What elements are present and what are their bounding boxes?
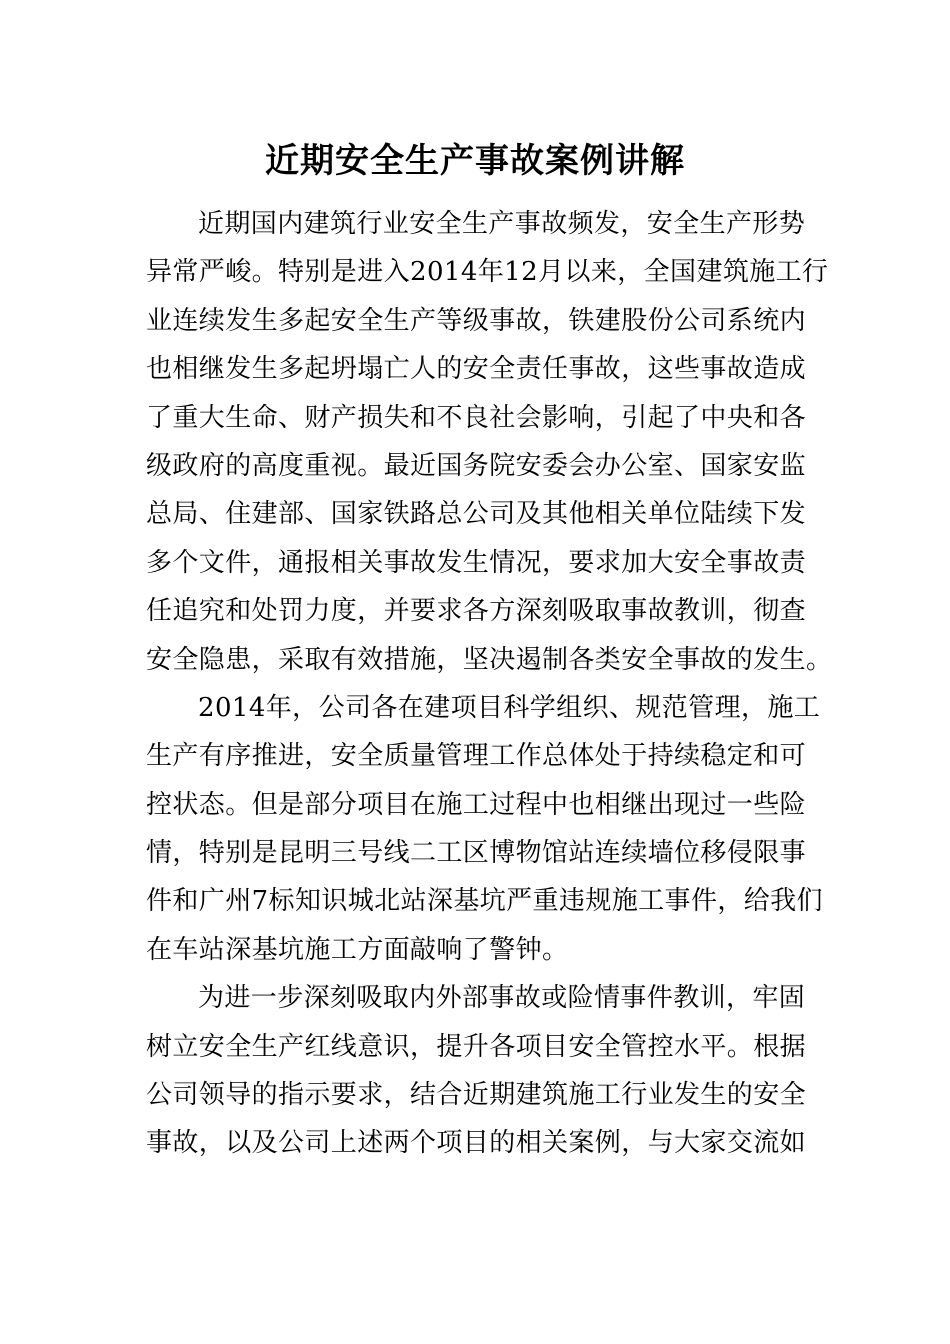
- paragraph-line: 树立安全生产红线意识，提升各项目安全管控水平。根据: [146, 1031, 807, 1062]
- paragraph-2: [146, 684, 823, 974]
- paragraph-line: 公司领导的指示要求，结合近期建筑施工行业发生的安全: [146, 1080, 807, 1111]
- paragraph-line: 件和广州7标知识城北站深基坑严重违规施工事件，给我们: [146, 886, 823, 917]
- paragraph-line: 2014年，公司各在建项目科学组织、规范管理，施工: [198, 692, 821, 723]
- paragraph-line: 事故，以及公司上述两个项目的相关案例，与大家交流如: [146, 1128, 807, 1159]
- paragraph-line: 业连续发生多起安全生产等级事故，铁建股份公司系统内: [146, 305, 807, 336]
- paragraph-line: 为进一步深刻吸取内外部事故或险情事件教训，牢固: [198, 983, 806, 1014]
- paragraph-line: 级政府的高度重视。最近国务院安委会办公室、国家安监: [146, 450, 807, 481]
- document-body: [146, 200, 833, 1168]
- paragraph-line: 也相继发生多起坍塌亡人的安全责任事故，这些事故造成: [146, 354, 807, 385]
- paragraph-line: 多个文件，通报相关事故发生情况，要求加大安全事故责: [146, 547, 807, 578]
- paragraph-line: 安全隐患，采取有效措施，坚决遏制各类安全事故的发生。: [146, 644, 833, 675]
- paragraph-line: 任追究和处罚力度，并要求各方深刻吸取事故教训，彻查: [146, 596, 807, 627]
- paragraph-line: 总局、住建部、国家铁路总公司及其他相关单位陆续下发: [146, 499, 807, 530]
- paragraph-3: [146, 974, 806, 1168]
- paragraph-line: 了重大生命、财产损失和不良社会影响，引起了中央和各: [146, 402, 807, 433]
- paragraph-line: 异常严峻。特别是进入2014年12月以来，全国建筑施工行: [146, 257, 829, 288]
- paragraph-line: 情，特别是昆明三号线二工区博物馆站连续墙位移侵限事: [146, 838, 807, 869]
- paragraph-line: 生产有序推进，安全质量管理工作总体处于持续稳定和可: [146, 741, 807, 772]
- paragraph-line: 近期国内建筑行业安全生产事故频发，安全生产形势: [198, 209, 806, 239]
- paragraph-line: 在车站深基坑施工方面敲响了警钟。: [146, 934, 569, 965]
- paragraph-1: [146, 200, 833, 684]
- document-title: 近期安全生产事故案例讲解: [265, 141, 685, 181]
- paragraph-line: 控状态。但是部分项目在施工过程中也相继出现过一些险: [146, 789, 807, 820]
